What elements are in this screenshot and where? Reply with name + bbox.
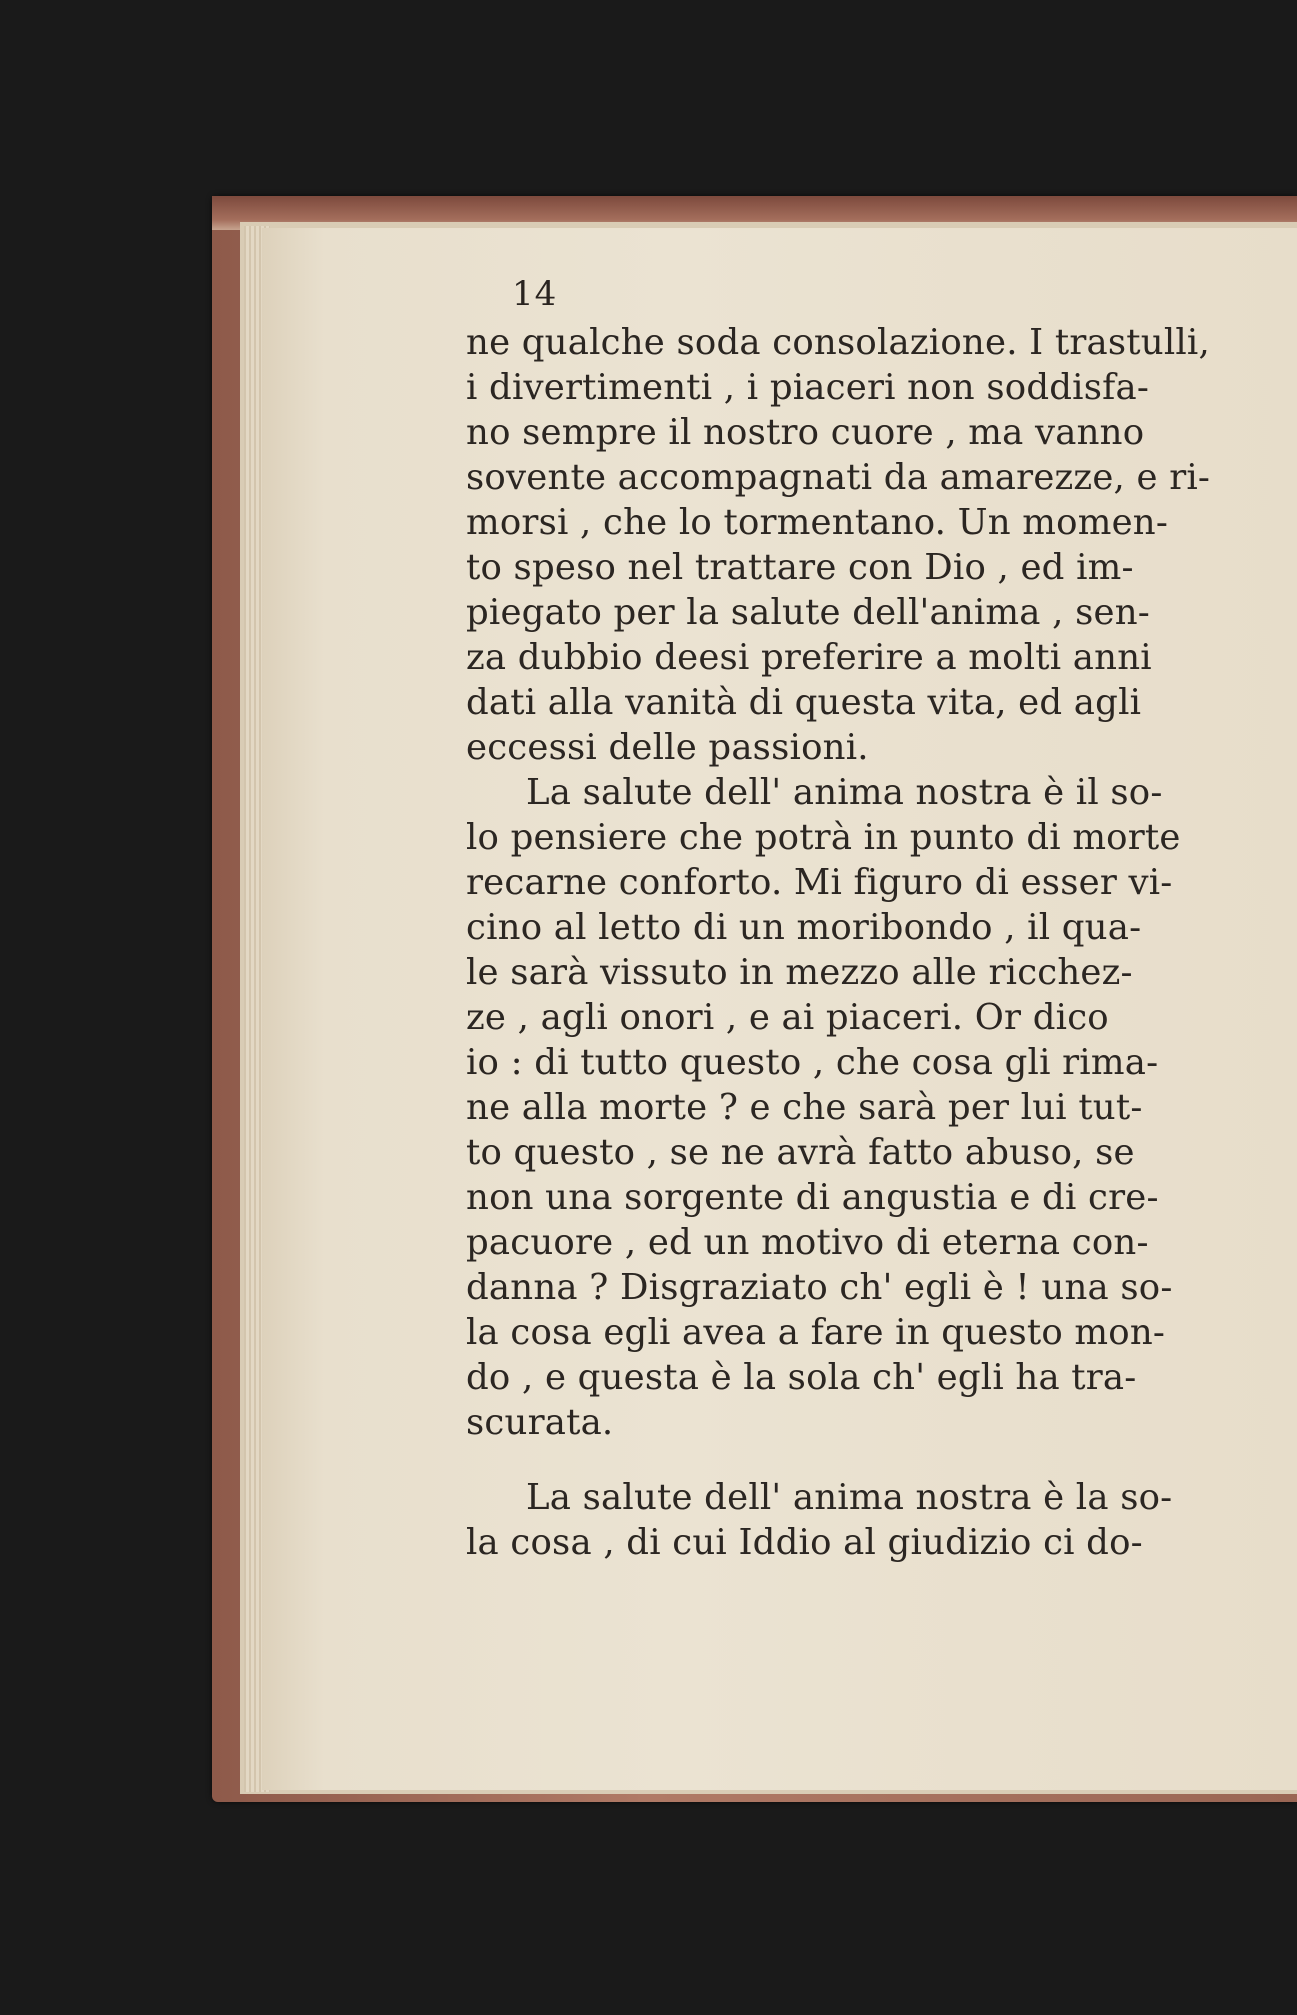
text-line: eccessi delle passioni. [466,727,869,768]
text-line: pacuore , ed un motivo di eterna con- [466,1222,1149,1263]
text-line: no sempre il nostro cuore , ma vanno [466,412,1145,453]
text-line: danna ? Disgraziato ch' egli è ! una so- [466,1267,1173,1308]
text-line: ne alla morte ? e che sarà per lui tut- [466,1087,1143,1128]
text-line: za dubbio deesi preferire a molti anni [466,637,1152,678]
text-line: piegato per la salute dell'anima , sen- [466,592,1150,633]
text-line: la cosa , di cui Iddio al giudizio ci do- [466,1522,1143,1563]
text-line: le sarà vissuto in mezzo alle ricchez- [466,952,1133,993]
text-line: io : di tutto questo , che cosa gli rima- [466,1042,1159,1083]
text-line: lo pensiere che potrà in punto di morte [466,817,1181,858]
text-line: non una sorgente di angustia e di cre- [466,1177,1159,1218]
text-line: la cosa egli avea a fare in questo mon- [466,1312,1166,1353]
text-line: scurata. [466,1402,614,1443]
text-line: to questo , se ne avrà fatto abuso, se [466,1132,1135,1173]
text-line: morsi , che lo tormentano. Un momen- [466,502,1169,543]
paragraph-start-line: La salute dell' anima nostra è la so- [526,1477,1173,1518]
text-line: cino al letto di un moribondo , il qua- [466,907,1142,948]
text-line: do , e questa è la sola ch' egli ha tra- [466,1357,1137,1398]
text-line: sovente accompagnati da amarezze, e ri- [466,457,1211,498]
text-line: dati alla vanità di questa vita, ed agli [466,682,1142,723]
page-number: 14 [512,274,558,314]
text-line: i divertimenti , i piaceri non soddisfa- [466,367,1150,408]
paragraph-start-line: La salute dell' anima nostra è il so- [526,772,1163,813]
text-line: to speso nel trattare con Dio , ed im- [466,547,1134,588]
text-line: ne qualche soda consolazione. I trastulli, [466,322,1210,363]
page-text [466,320,1228,1565]
text-line: recarne conforto. Mi figuro di esser vi- [466,862,1173,903]
text-line: ze , agli onori , e ai piaceri. Or dico [466,997,1109,1038]
